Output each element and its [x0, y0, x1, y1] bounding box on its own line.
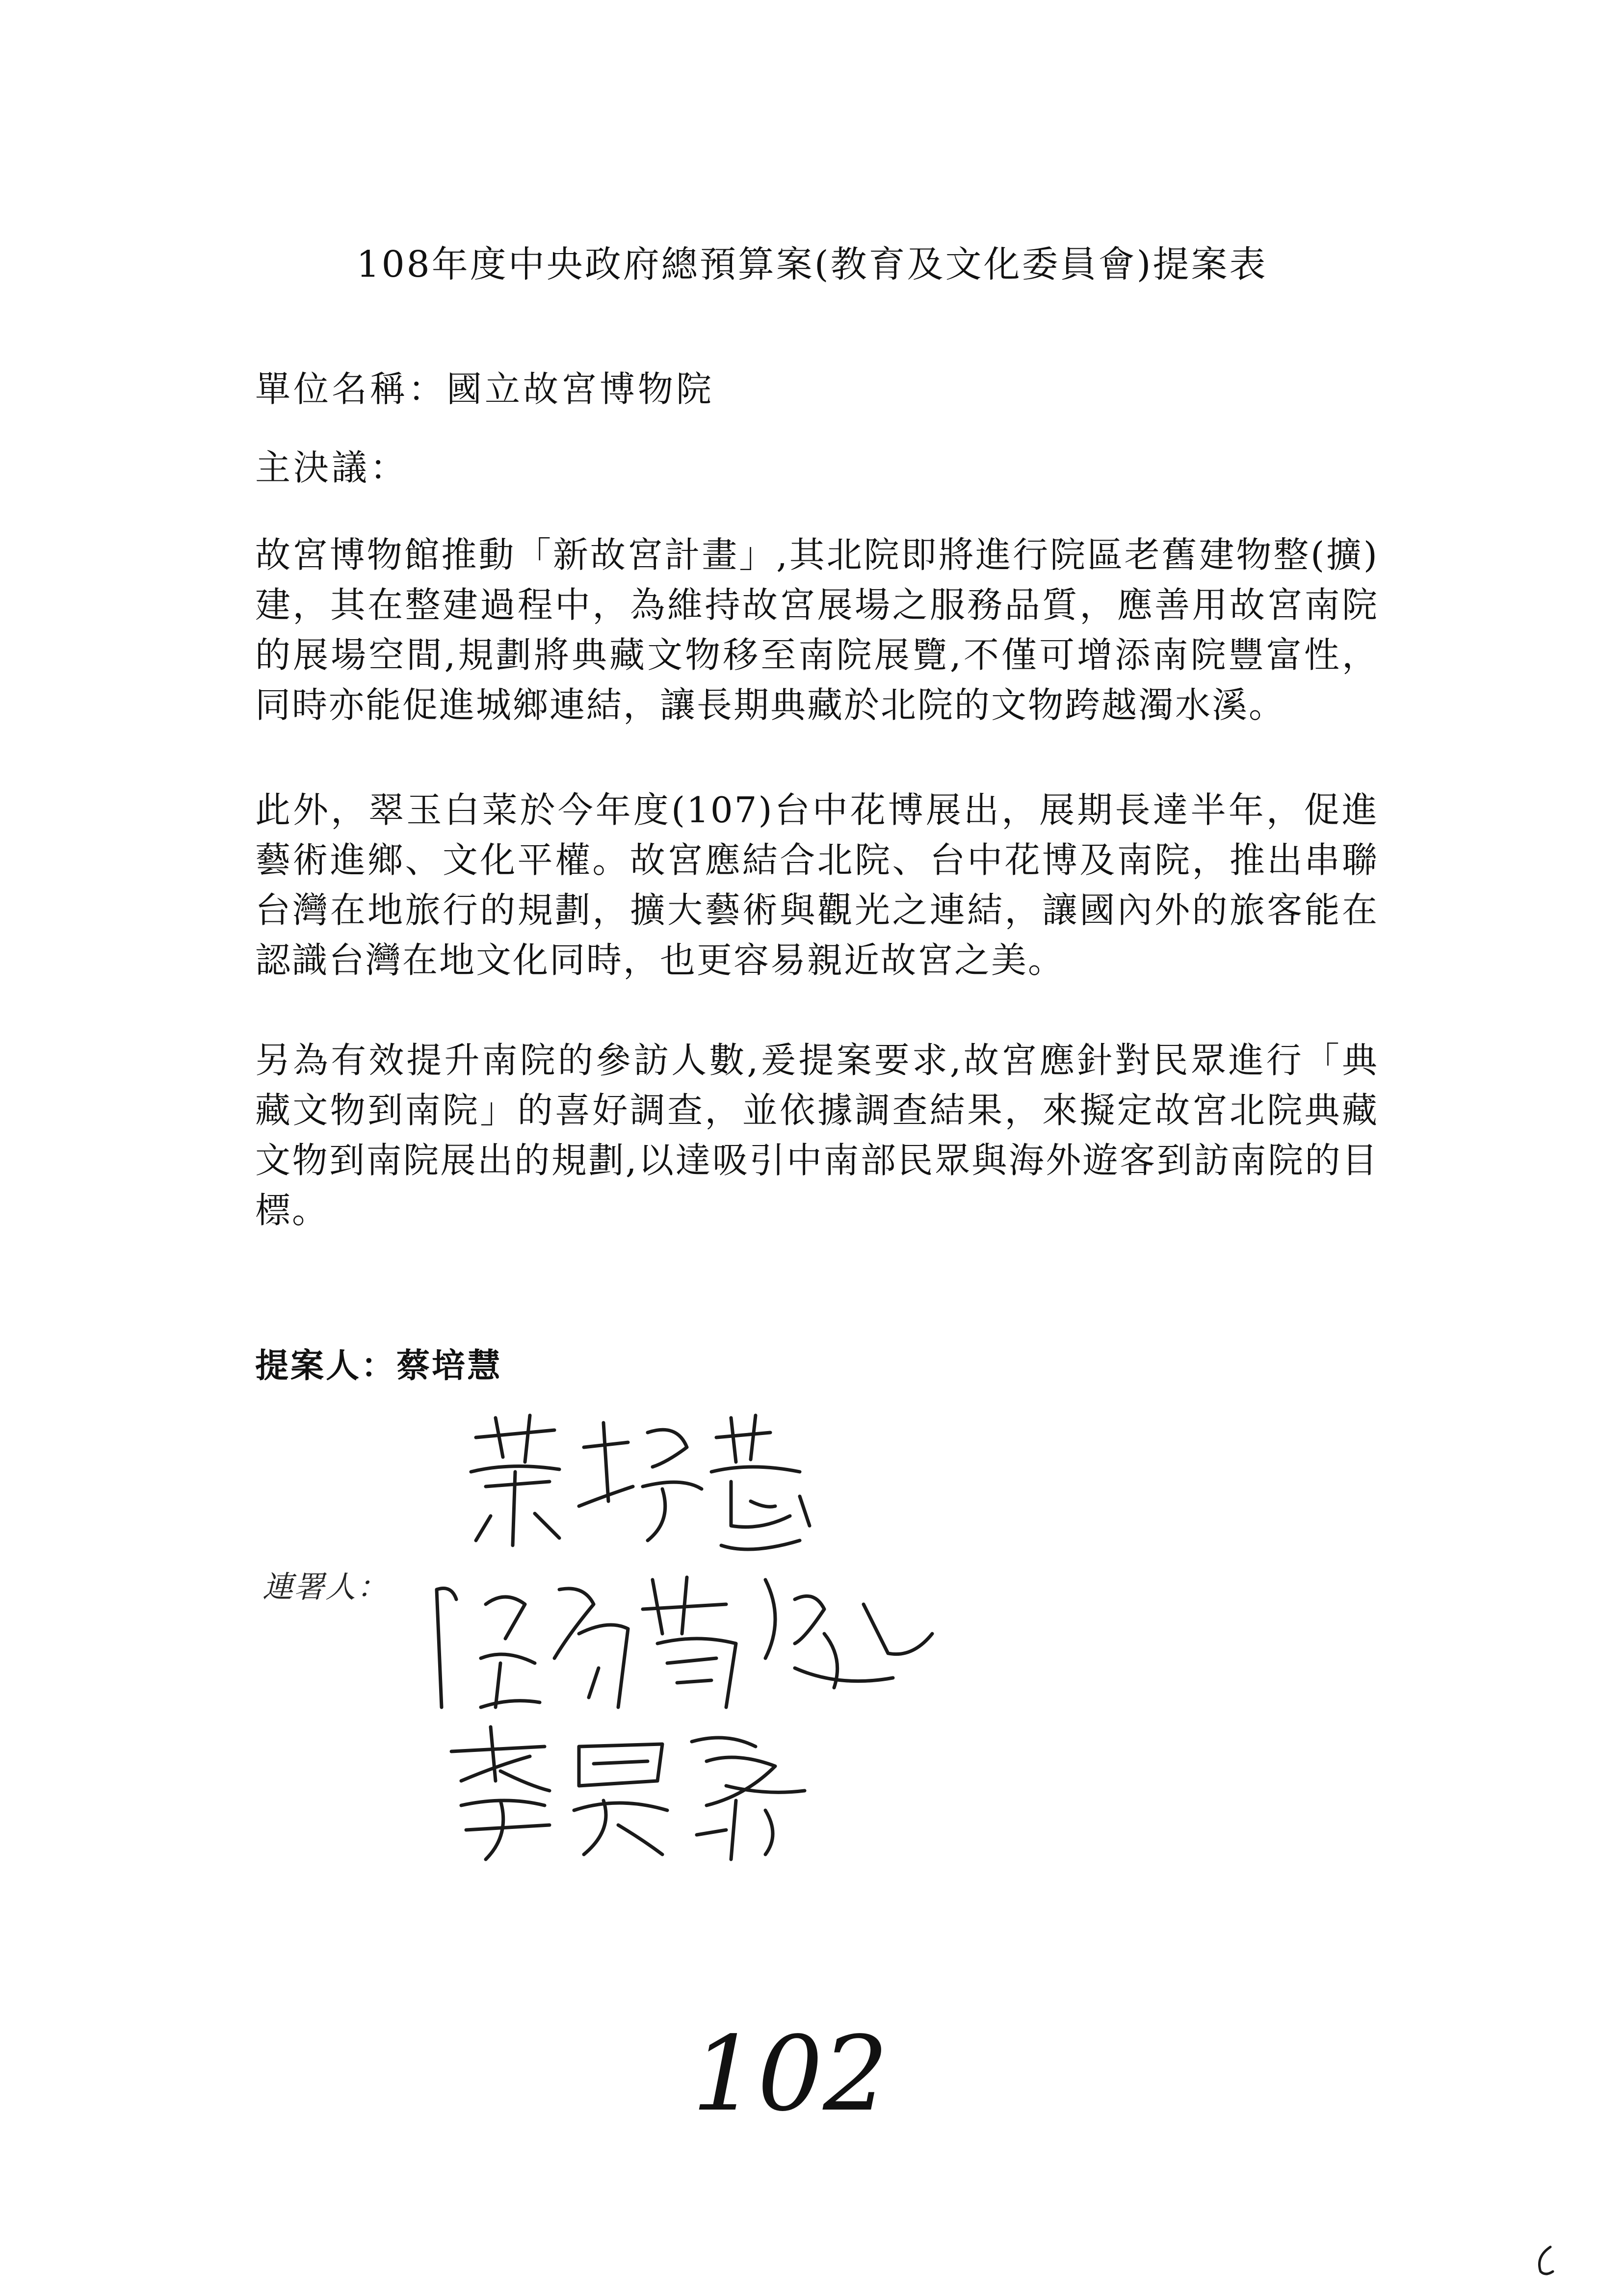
- signature-cosigner-2: [432, 1717, 834, 1864]
- main-resolution-label: 主決議：: [255, 447, 409, 488]
- cosigner-label: 連署人：: [262, 1569, 389, 1605]
- signature-proposer: [456, 1403, 829, 1560]
- document-title: 108年度中央政府總預算案(教育及文化委員會)提案表: [356, 243, 1268, 286]
- unit-name: 單位名稱：國立故宮博物院: [255, 368, 715, 410]
- corner-pen-mark: [1531, 2242, 1560, 2281]
- handwritten-page-number: [682, 2011, 937, 2139]
- paragraph-2: 此外，翠玉白菜於今年度(107)台中花博展出，展期長達半年，促進藝術進鄉、文化平權。故宮應結合北院、台中花博及南院，推出串聯台灣在地旅行的規劃，擴大藝術與觀光之連結，讓國內外的旅客能在認識台灣在地文化同時，也更容易親近故宮之美。: [255, 789, 1379, 981]
- signature-cosigner-1: [422, 1560, 962, 1722]
- proposer-line: 提案人：蔡培慧: [255, 1347, 503, 1385]
- page-number-text: 102: [692, 2014, 889, 2134]
- paragraph-3: 另為有效提升南院的參訪人數,爰提案要求,故宮應針對民眾進行「典藏文物到南院」的喜好調查，並依據調查結果，來擬定故宮北院典藏文物到南院展出的規劃,以達吸引中南部民眾與海外遊客到訪南院的目標。: [255, 1040, 1379, 1231]
- paragraph-1: 故宮博物館推動「新故宮計畫」,其北院即將進行院區老舊建物整(擴)建，其在整建過程中，為維持故宮展場之服務品質，應善用故宮南院的展場空間,規劃將典藏文物移至南院展覽,不僅可增添南院豐富性，同時亦能促進城鄉連結，讓長期典藏於北院的文物跨越濁水溪。: [255, 534, 1379, 726]
